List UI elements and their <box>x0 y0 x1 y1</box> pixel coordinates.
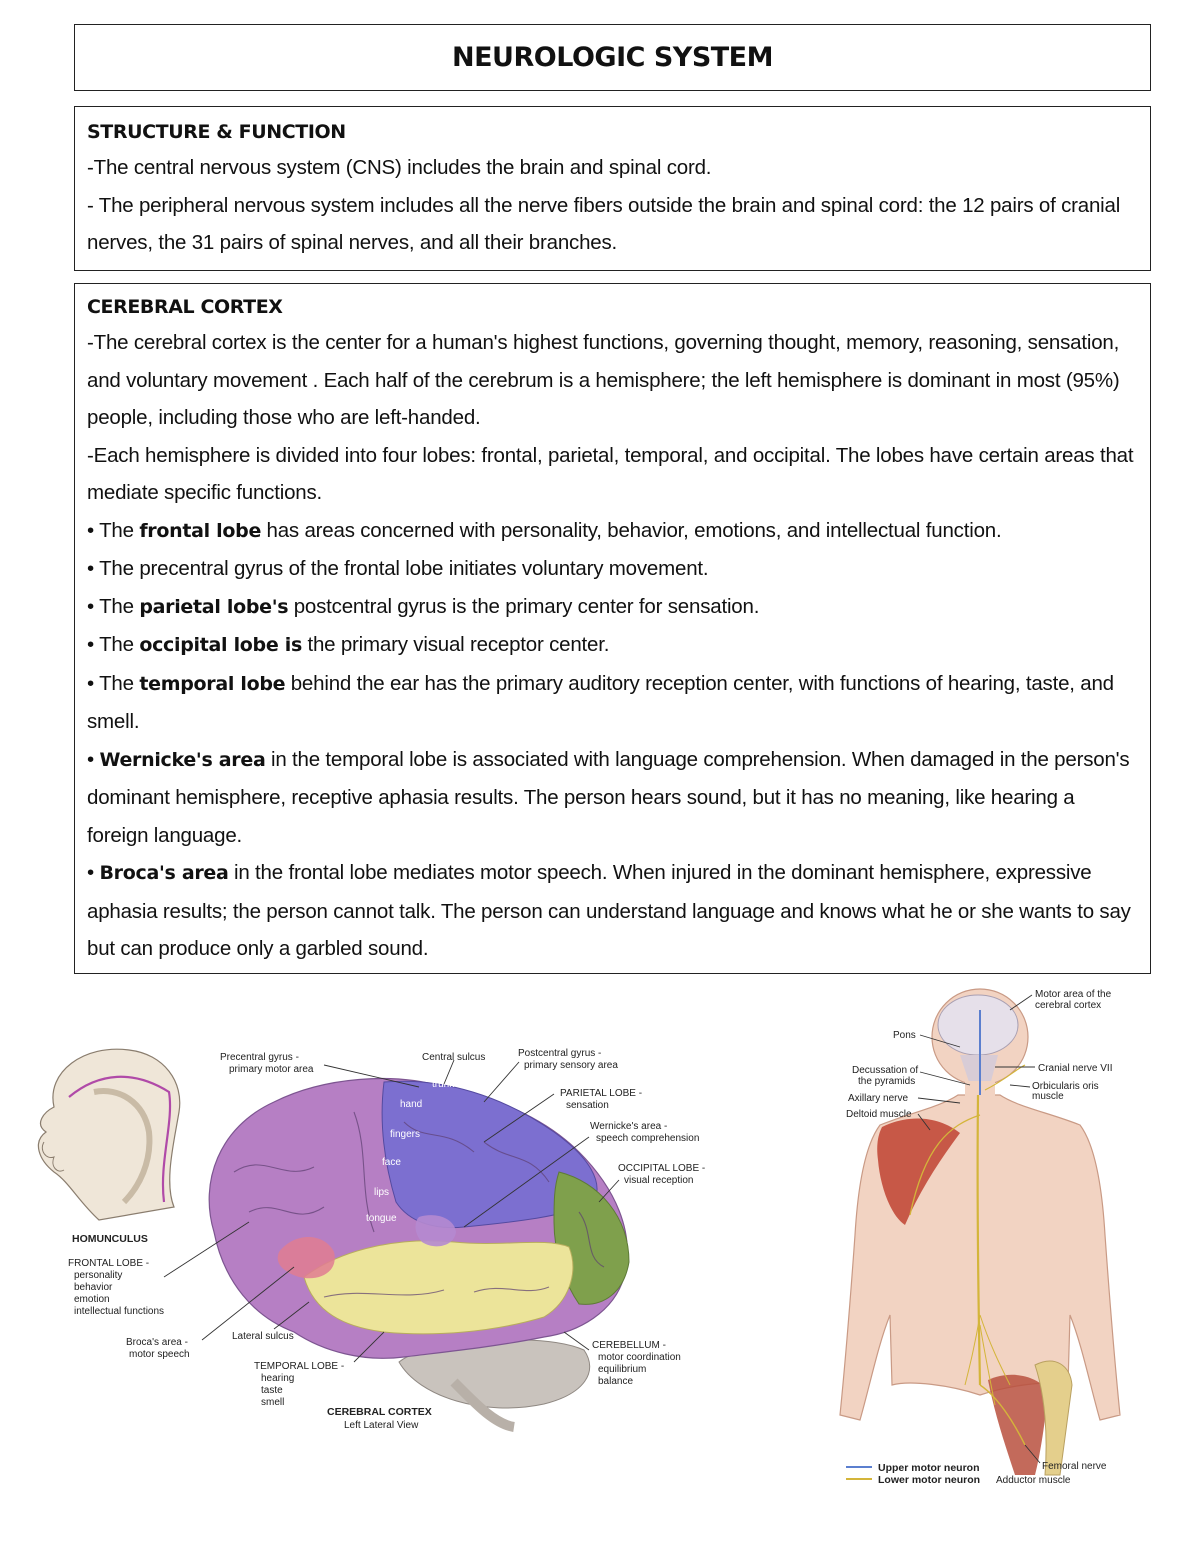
label-occipital-2: visual reception <box>624 1175 694 1186</box>
cerebral-cortex-illustration <box>24 1032 730 1452</box>
label-occipital-1: OCCIPITAL LOBE - <box>618 1163 706 1174</box>
label-pons: Pons <box>893 1030 916 1041</box>
label-parietal-2: sensation <box>566 1100 609 1111</box>
label-orbicularis-2: muscle <box>1032 1091 1064 1102</box>
bullet-brocas-area: • Broca's area in the frontal lobe mediates motor speech. When injured in the dominant hemisphere, expressive aphasia results; the person cannot talk. The person can understand language and knows what he or she wants to say but can produce only a garbled sound. <box>87 861 1131 960</box>
bullet-wernickes-area: • Wernicke's area in the temporal lobe is associated with language comprehension. When damaged in the person's dominant hemisphere, receptive aphasia results. The person hears sound, but it has no meaning, like hearing a foreign language. <box>87 747 1130 847</box>
bullet-frontal-lobe: • The frontal lobe has areas concerned with personality, behavior, emotions, and intellectual function. <box>87 518 1002 542</box>
label-adductor-muscle: Adductor muscle <box>996 1475 1071 1486</box>
label-precentral-1: Precentral gyrus - <box>220 1052 299 1063</box>
label-temporal-1: TEMPORAL LOBE - <box>254 1361 345 1372</box>
label-postcentral-2: primary sensory area <box>524 1060 618 1071</box>
bullet-precentral-gyrus: • The precentral gyrus of the frontal lobe initiates voluntary movement. <box>87 557 709 580</box>
label-precentral-2: primary motor area <box>229 1064 314 1075</box>
bullet-occipital-lobe: • The occipital lobe is the primary visual receptor center. <box>87 633 610 656</box>
brain-label-hand: hand <box>400 1099 423 1110</box>
label-frontal-2: personality <box>74 1270 123 1281</box>
structure-heading: STRUCTURE & FUNCTION <box>87 121 346 143</box>
label-homunculus: HOMUNCULUS <box>72 1233 148 1245</box>
brain-diagram <box>24 1032 730 1452</box>
cerebral-cortex-section <box>74 283 1151 974</box>
label-frontal-1: FRONTAL LOBE - <box>68 1258 150 1269</box>
motor-pathway-diagram <box>820 985 1130 1490</box>
structure-line-1: -The central nervous system (CNS) includes the brain and spinal cord. <box>87 156 712 179</box>
bullet-parietal-lobe: • The parietal lobe's postcentral gyrus is the primary center for sensation. <box>87 594 760 618</box>
brain-label-fingers: fingers <box>390 1129 421 1140</box>
brain-caption-title: CEREBRAL CORTEX <box>327 1406 432 1418</box>
label-frontal-3: behavior <box>74 1282 113 1293</box>
brain-label-lips: lips <box>374 1187 390 1198</box>
label-wernicke-2: speech comprehension <box>596 1133 700 1144</box>
label-wernicke-1: Wernicke's area - <box>590 1121 668 1132</box>
label-central-sulcus: Central sulcus <box>422 1052 486 1063</box>
label-femoral-nerve: Femoral nerve <box>1042 1461 1107 1472</box>
label-temporal-4: smell <box>261 1397 285 1408</box>
motor-pathway-illustration <box>820 985 1130 1490</box>
brain-label-face: face <box>382 1157 401 1168</box>
brain-caption-subtitle: Left Lateral View <box>344 1420 419 1431</box>
label-decussation-1: Decussation of <box>852 1065 919 1076</box>
label-decussation-2: the pyramids <box>858 1076 916 1087</box>
label-motor-area-1: Motor area of the <box>1035 989 1112 1000</box>
label-postcentral-1: Postcentral gyrus - <box>518 1048 602 1059</box>
label-broca-1: Broca's area - <box>126 1337 188 1348</box>
brain-label-tongue: tongue <box>366 1213 397 1224</box>
bullet-temporal-lobe: • The temporal lobe behind the ear has the primary auditory reception center, with functions of hearing, taste, and smell. <box>87 671 1114 733</box>
structure-function-section <box>74 106 1151 271</box>
label-axillary-nerve: Axillary nerve <box>848 1093 909 1104</box>
cortex-paragraph-2: -Each hemisphere is divided into four lobes: frontal, parietal, temporal, and occipital. The lobes have certain areas that mediate specific functions. <box>87 443 1134 504</box>
cortex-heading: CEREBRAL CORTEX <box>87 296 283 318</box>
label-cerebellum-3: equilibrium <box>598 1364 647 1375</box>
label-orbicularis-1: Orbicularis oris <box>1032 1081 1099 1092</box>
cortex-paragraph-1: -The cerebral cortex is the center for a human's highest functions, governing thought, memory, reasoning, sensation, and voluntary movement . Each half of the cerebrum is a hemisphere; the left hemisphere is dominant in most (95%) people, including those who are left-handed. <box>87 331 1120 429</box>
label-cerebellum-2: motor coordination <box>598 1352 681 1363</box>
label-cerebellum-1: CEREBELLUM - <box>592 1340 666 1351</box>
homunculus-drawing <box>38 1049 179 1220</box>
legend-lower-motor: Lower motor neuron <box>878 1474 981 1486</box>
label-cranial-nerve: Cranial nerve VII <box>1038 1063 1113 1074</box>
label-cerebellum-4: balance <box>598 1376 634 1387</box>
structure-line-2: - The peripheral nervous system includes all the nerve fibers outside the brain and spinal cord: the 12 pairs of cranial nerves, the 31 pairs of spinal nerves, and all their branches. <box>87 193 1121 254</box>
title-box <box>74 24 1151 91</box>
label-deltoid-muscle: Deltoid muscle <box>846 1109 912 1120</box>
label-frontal-4: emotion <box>74 1294 110 1305</box>
legend-upper-motor: Upper motor neuron <box>878 1462 980 1474</box>
label-frontal-5: intellectual functions <box>74 1306 165 1317</box>
label-temporal-3: taste <box>261 1385 283 1396</box>
label-parietal-1: PARIETAL LOBE - <box>560 1088 643 1099</box>
label-broca-2: motor speech <box>129 1349 190 1360</box>
label-lateral-sulcus: Lateral sulcus <box>232 1331 294 1342</box>
page-title: NEUROLOGIC SYSTEM <box>452 42 773 73</box>
label-motor-area-2: cerebral cortex <box>1035 1000 1102 1011</box>
brain-label-trunk: trunk <box>432 1079 455 1090</box>
label-temporal-2: hearing <box>261 1373 295 1384</box>
